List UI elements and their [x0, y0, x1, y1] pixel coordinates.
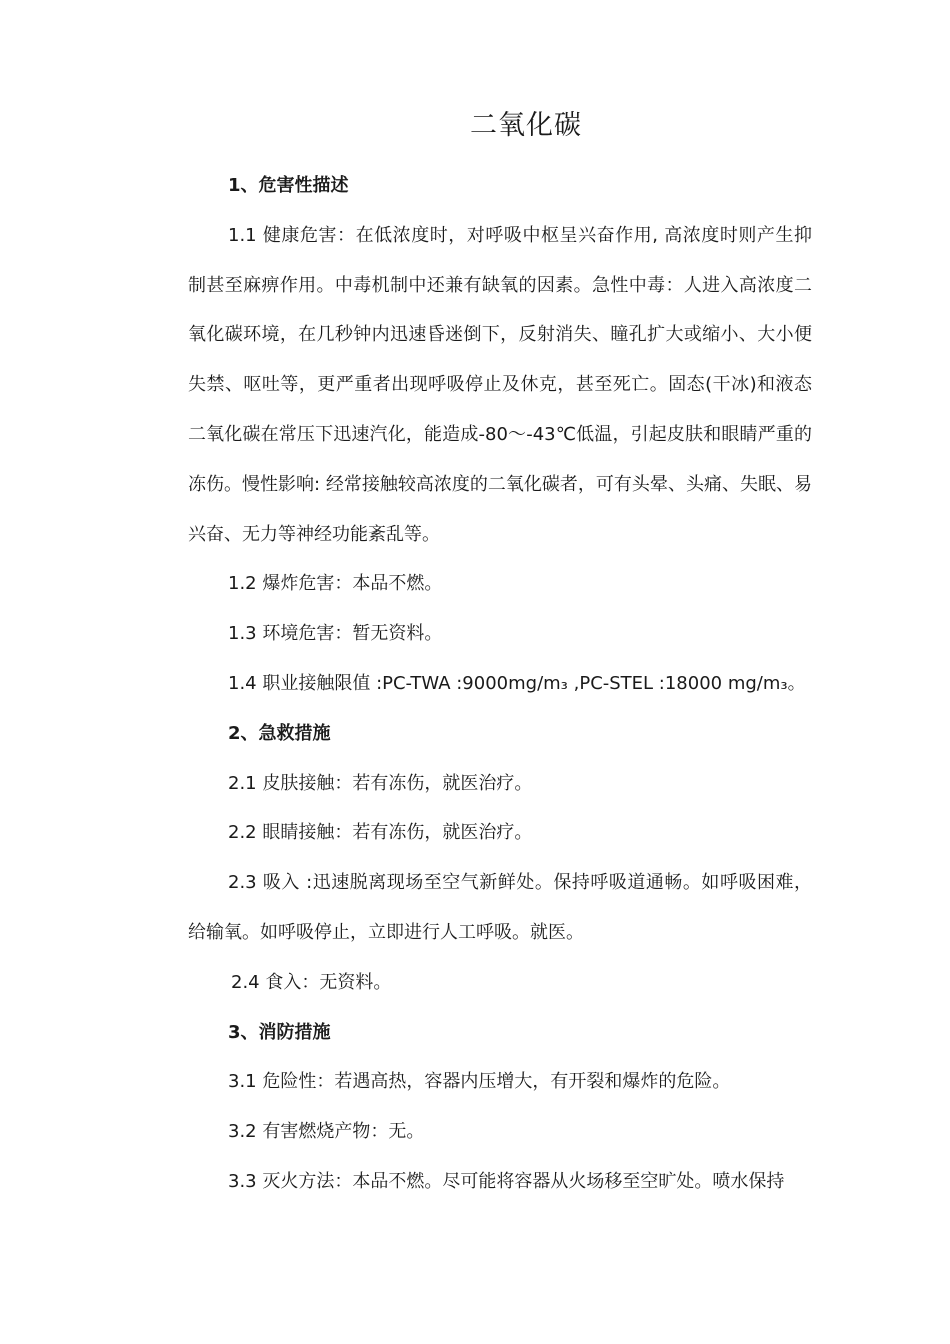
paragraph-skin-contact: 2.1 皮肤接触：若有冻伤，就医治疗。 — [228, 772, 533, 794]
document-body — [188, 161, 812, 1207]
paragraph-explosion-hazard: 1.2 爆炸危害：本品不燃。 — [228, 573, 443, 595]
paragraph-eye-contact: 2.2 眼睛接触：若有冻伤，就医治疗。 — [228, 822, 533, 844]
paragraph-health-hazard: 1.1 健康危害：在低浓度时，对呼吸中枢呈兴奋作用, 高浓度时则产生抑制甚至麻痹作用。中毒机制中还兼有缺氧的因素。急性中毒：人进入高浓度二氧化碳环境，在几秒钟内迅速昏迷倒下，反射消失、瞳孔扩大或缩小、大小便失禁、呕吐等，更严重者出现呼吸停止及休克，甚至死亡。固态(干冰)和液态二氧化碳在常压下迅速汽化，能造成-80～-43℃低温，引起皮肤和眼睛严重的冻伤。慢性影响: 经常接触较高浓度的二氧化碳者，可有头晕、头痛、失眠、易兴奋、无力等神经功能紊乱等。 — [188, 224, 812, 545]
paragraph-exposure-limit: 1.4 职业接触限值 :PC-TWA :9000mg/m₃ ,PC-STEL :18000 mg/m₃。 — [228, 672, 806, 694]
section-heading-firefighting: 3、消防措施 — [228, 1021, 331, 1043]
paragraph-combustion-products: 3.2 有害燃烧产物：无。 — [228, 1121, 425, 1143]
paragraph-extinguishing-method: 3.3 灭火方法：本品不燃。尽可能将容器从火场移至空旷处。喷水保持 — [228, 1170, 785, 1192]
document-title: 二氧化碳 — [470, 110, 582, 141]
paragraph-environment-hazard: 1.3 环境危害：暂无资料。 — [228, 623, 443, 645]
paragraph-inhalation: 2.3 吸入 :迅速脱离现场至空气新鲜处。保持呼吸道通畅。如呼吸困难，给输氧。如呼吸停止，立即进行人工呼吸。就医。 — [188, 872, 812, 943]
section-heading-hazards: 1、危害性描述 — [228, 175, 349, 196]
paragraph-fire-danger: 3.1 危险性：若遇高热，容器内压增大，有开裂和爆炸的危险。 — [228, 1071, 731, 1093]
paragraph-ingestion: 2.4 食入：无资料。 — [231, 971, 392, 993]
section-heading-first-aid: 2、急救措施 — [228, 722, 331, 744]
